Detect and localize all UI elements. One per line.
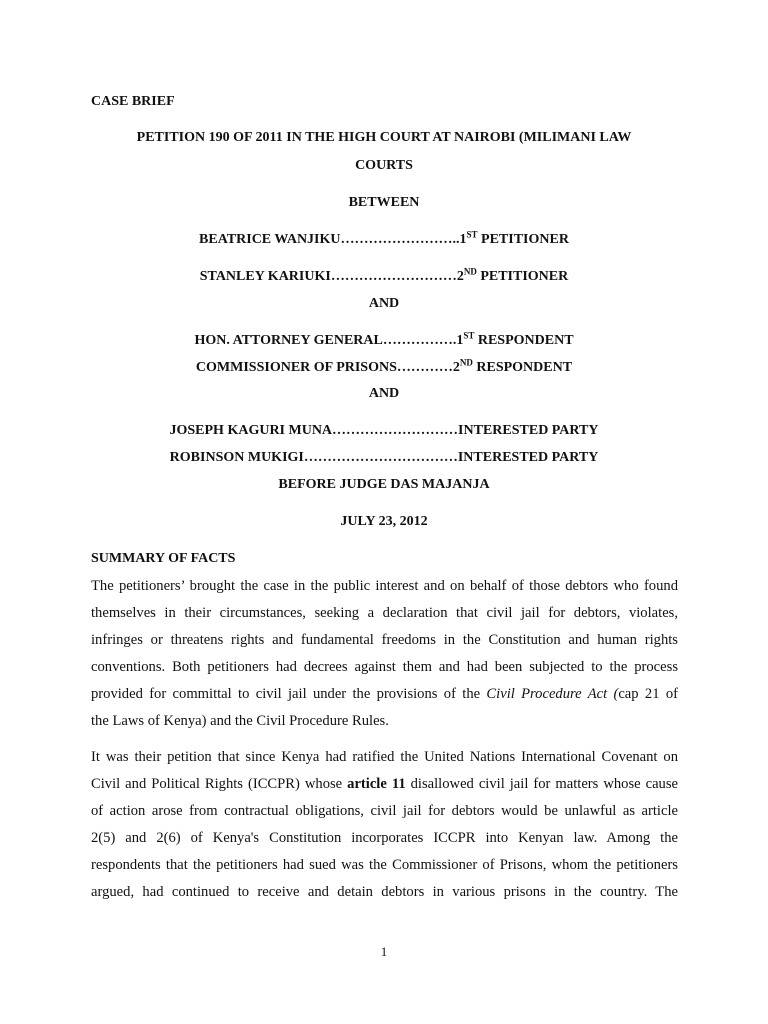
paragraph-line: respondents that the petitioners had sued was the Commissioner of Prisons, whom the petitioners — [91, 857, 678, 873]
paragraph-line: argued, had continued to receive and detain debtors in various prisons in the country. The — [91, 884, 678, 900]
line-text: cap 21 of — [618, 686, 678, 702]
case-title-line-1: PETITION 190 OF 2011 IN THE HIGH COURT AT NAIROBI (MILIMANI LAW — [136, 130, 632, 145]
article-reference: article 11 — [347, 776, 406, 792]
line-text: Civil and Political Rights (ICCPR) whose — [91, 776, 348, 792]
line-text: provided for committal to civil jail under the provisions of the — [91, 686, 487, 702]
doc-label: CASE BRIEF — [91, 94, 175, 109]
paragraph-line: of action arose from contractual obligations, civil jail for debtors would be unlawful as article — [91, 803, 678, 819]
summary-paragraph-1 — [91, 573, 678, 735]
petitioner-2-ordinal: ND — [463, 266, 477, 277]
paragraph-line: themselves in their circumstances, seeking a declaration that civil jail for debtors, violates, — [91, 605, 678, 621]
petitioner-1-ordinal: ST — [466, 229, 478, 240]
respondent-2-role: RESPONDENT — [472, 360, 573, 375]
petitioner-1 — [0, 229, 768, 248]
paragraph-line: conventions. Both petitioners had decrees against them and had been subjected to the process — [91, 659, 678, 675]
petitioner-1-name: BEATRICE WANJIKU……………………..1 — [199, 232, 467, 247]
paragraph-line: 2(5) and 2(6) of Kenya's Constitution incorporates ICCPR into Kenyan law. Among the — [91, 830, 678, 846]
date-line: JULY 23, 2012 — [340, 514, 428, 529]
case-title-line-2: COURTS — [355, 158, 413, 173]
petitioner-2-role: PETITIONER — [476, 269, 569, 284]
act-name: Civil Procedure Act ( — [486, 686, 619, 702]
respondent-1-role: RESPONDENT — [474, 333, 574, 348]
respondent-1 — [0, 330, 768, 349]
respondent-2-name: COMMISSIONER OF PRISONS…………2 — [195, 360, 460, 375]
respondent-1-ordinal: ST — [463, 330, 475, 341]
paragraph-line: The petitioners’ brought the case in the public interest and on behalf of those debtors who found — [91, 578, 678, 594]
between-label: BETWEEN — [348, 195, 420, 210]
respondent-2-ordinal: ND — [459, 357, 473, 368]
summary-paragraph-2 — [91, 744, 678, 906]
summary-heading: SUMMARY OF FACTS — [91, 551, 236, 566]
page-number: 1 — [380, 944, 388, 959]
respondent-2 — [0, 357, 768, 376]
petitioner-1-role: PETITIONER — [477, 232, 569, 247]
paragraph-line — [91, 681, 678, 708]
paragraph-line: the Laws of Kenya) and the Civil Procedure Rules. — [91, 713, 389, 729]
paragraph-line — [91, 771, 678, 798]
petitioner-2 — [0, 266, 768, 285]
paragraph-line: infringes or threatens rights and fundamental freedoms in the Constitution and human rights — [91, 632, 678, 648]
line-text: disallowed civil jail for matters whose cause — [405, 776, 679, 792]
and-label-2: AND — [368, 386, 400, 401]
paragraph-line: It was their petition that since Kenya had ratified the United Nations International Covenant on — [91, 749, 678, 765]
respondent-1-name: HON. ATTORNEY GENERAL…………….1 — [194, 333, 464, 348]
judge-line: BEFORE JUDGE DAS MAJANJA — [278, 477, 490, 492]
interested-party-1: JOSEPH KAGURI MUNA………………………INTERESTED PARTY — [169, 423, 599, 438]
interested-party-2: ROBINSON MUKIGI……………………………INTERESTED PARTY — [169, 450, 599, 465]
and-label-1: AND — [368, 296, 400, 311]
petitioner-2-name: STANLEY KARIUKI………………………2 — [199, 269, 464, 284]
